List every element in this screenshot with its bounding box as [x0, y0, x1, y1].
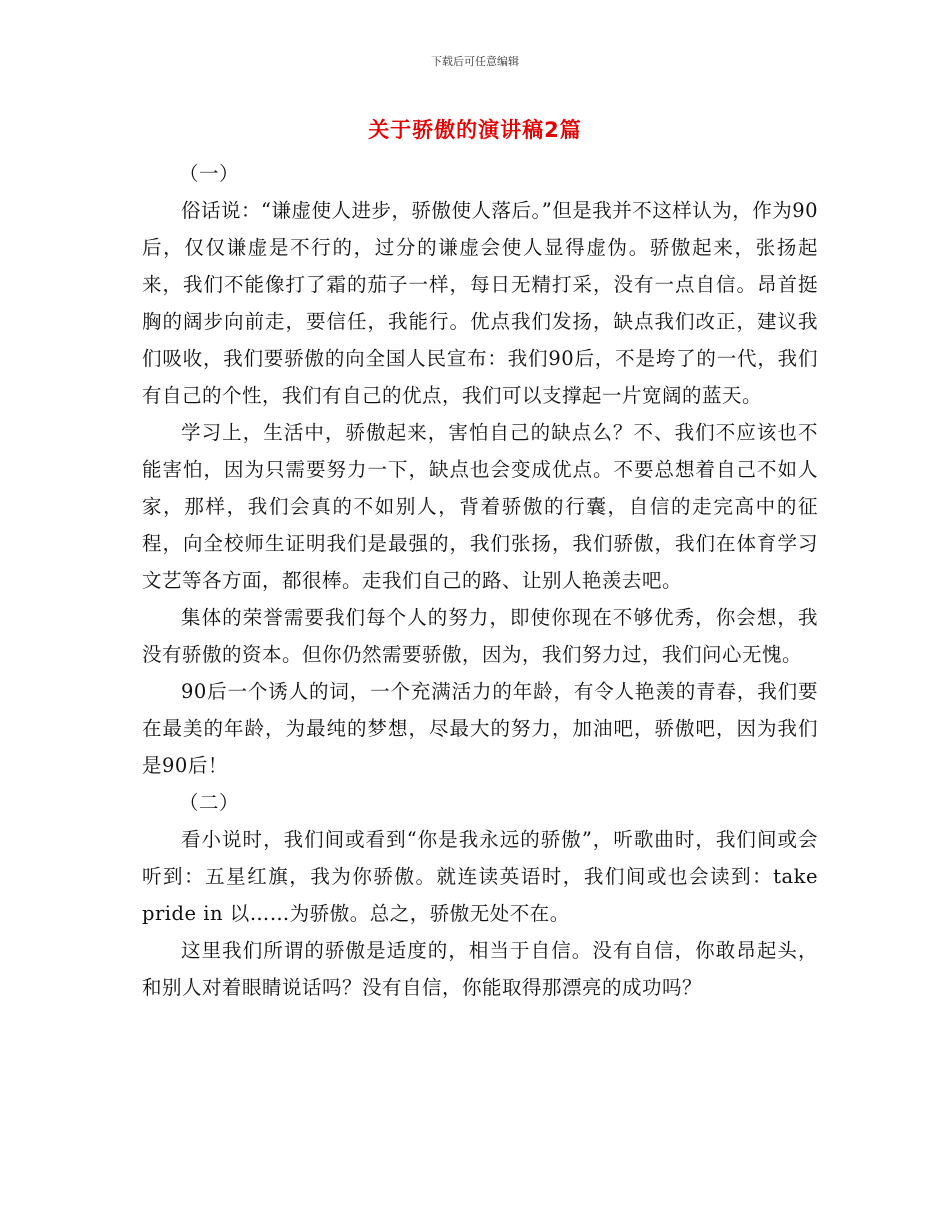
paragraph: 看小说时，我们间或看到“你是我永远的骄傲”，听歌曲时，我们间或会听到：五星红旗，我为你骄傲。就连读英语时，我们间或也会读到：take pride in 以……为骄傲。总之，骄傲无处不在。 — [142, 828, 818, 925]
paragraph: 集体的荣誉需要我们每个人的努力，即使你现在不够优秀，你会想，我没有骄傲的资本。但你仍然需要骄傲，因为，我们努力过，我们问心无愧。 — [142, 606, 818, 666]
document-body — [142, 155, 818, 1006]
section-label-2: （二） — [179, 791, 240, 814]
page-header-note: 下载后可任意编辑 — [431, 55, 519, 68]
section-label-1: （一） — [179, 162, 240, 185]
paragraph: 俗话说：“谦虚使人进步，骄傲使人落后。”但是我并不这样认为，作为90后，仅仅谦虚是不行的，过分的谦虚会使人显得虚伪。骄傲起来，张扬起来，我们不能像打了霜的茄子一样，每日无精打采，没有一点自信。昂首挺胸的阔步向前走，要信任，我能行。优点我们发扬，缺点我们改正，建议我们吸收，我们要骄傲的向全国人民宣布：我们90后，不是垮了的一代，我们有自己的个性，我们有自己的优点，我们可以支撑起一片宽阔的蓝天。 — [142, 199, 819, 407]
paragraph: 学习上，生活中，骄傲起来，害怕自己的缺点么？不、我们不应该也不能害怕，因为只需要努力一下，缺点也会变成优点。不要总想着自己不如人家，那样，我们会真的不如别人，背着骄傲的行囊，自信的走完高中的征程，向全校师生证明我们是最强的，我们张扬，我们骄傲，我们在体育学习文艺等各方面，都很棒。走我们自己的路、让别人艳羡去吧。 — [142, 421, 818, 592]
paragraph: 90后一个诱人的词，一个充满活力的年龄，有令人艳羡的青春，我们要在最美的年龄，为最纯的梦想，尽最大的努力，加油吧，骄傲吧，因为我们是90后！ — [142, 680, 818, 777]
document-title: 关于骄傲的演讲稿2篇 — [368, 118, 582, 142]
paragraph: 这里我们所谓的骄傲是适度的，相当于自信。没有自信，你敢昂起头，和别人对着眼睛说话吗？没有自信，你能取得那漂亮的成功吗？ — [142, 939, 818, 999]
